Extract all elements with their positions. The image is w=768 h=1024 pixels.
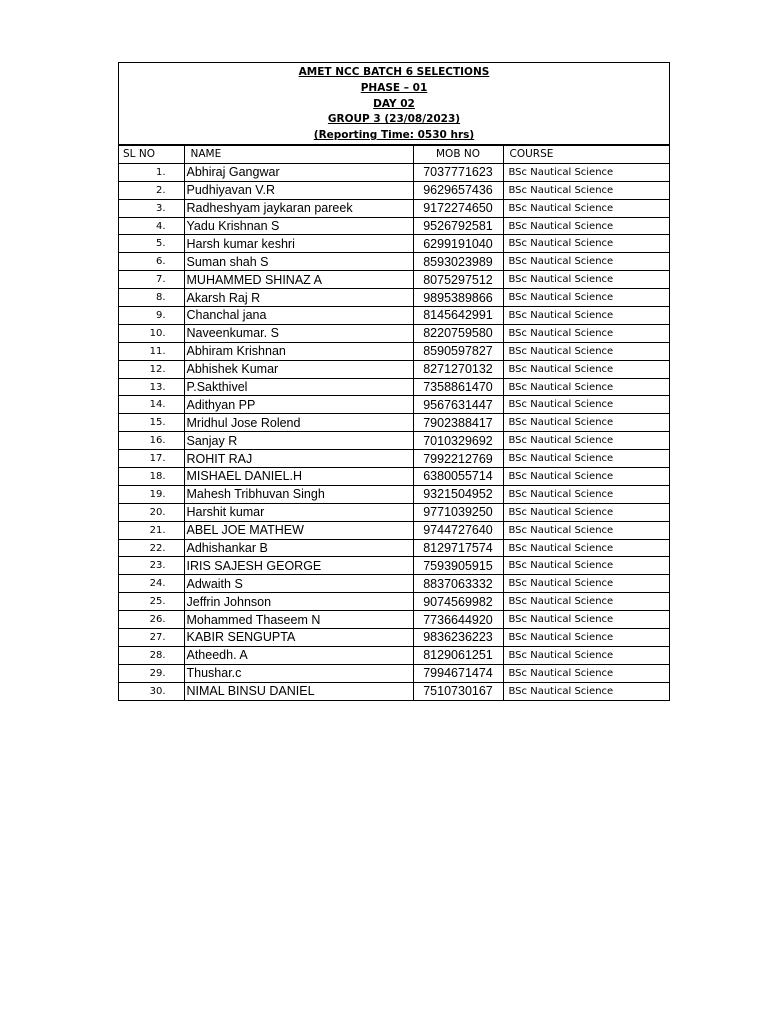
table-row (119, 646, 669, 664)
cell-name: Jeffrin Johnson (184, 593, 413, 611)
cell-course: BSc Nautical Science (503, 199, 669, 217)
cell-sl-no: 20. (119, 503, 184, 521)
title-line-group: GROUP 3 (23/08/2023) (327, 113, 461, 126)
cell-course: BSc Nautical Science (503, 503, 669, 521)
cell-name: Adhishankar B (184, 539, 413, 557)
cell-name: Atheedh. A (184, 646, 413, 664)
cell-course: BSc Nautical Science (503, 432, 669, 450)
cell-mob-no: 7736644920 (413, 611, 503, 629)
cell-name: Pudhiyavan V.R (184, 181, 413, 199)
cell-name: Harsh kumar keshri (184, 235, 413, 253)
cell-sl-no: 22. (119, 539, 184, 557)
cell-course: BSc Nautical Science (503, 485, 669, 503)
cell-name: Suman shah S (184, 253, 413, 271)
cell-mob-no: 7593905915 (413, 557, 503, 575)
cell-course: BSc Nautical Science (503, 342, 669, 360)
cell-name: Harshit kumar (184, 503, 413, 521)
table-body (119, 163, 669, 700)
cell-sl-no: 24. (119, 575, 184, 593)
cell-mob-no: 8590597827 (413, 342, 503, 360)
table-row (119, 575, 669, 593)
cell-name: Akarsh Raj R (184, 289, 413, 307)
cell-name: Mahesh Tribhuvan Singh (184, 485, 413, 503)
table-row (119, 378, 669, 396)
table-header-row (119, 146, 669, 164)
cell-sl-no: 26. (119, 611, 184, 629)
title-line-phase: PHASE – 01 (360, 81, 428, 94)
title-line-reporting-time: (Reporting Time: 0530 hrs) (313, 129, 475, 142)
cell-mob-no: 7992212769 (413, 450, 503, 468)
cell-course: BSc Nautical Science (503, 593, 669, 611)
cell-sl-no: 9. (119, 307, 184, 325)
cell-name: Abhiraj Gangwar (184, 163, 413, 181)
cell-course: BSc Nautical Science (503, 253, 669, 271)
cell-sl-no: 4. (119, 217, 184, 235)
cell-mob-no: 8075297512 (413, 271, 503, 289)
cell-course: BSc Nautical Science (503, 235, 669, 253)
cell-course: BSc Nautical Science (503, 378, 669, 396)
cell-sl-no: 3. (119, 199, 184, 217)
cell-mob-no: 8837063332 (413, 575, 503, 593)
cell-course: BSc Nautical Science (503, 629, 669, 647)
table-row (119, 450, 669, 468)
cell-mob-no: 9836236223 (413, 629, 503, 647)
cell-mob-no: 8593023989 (413, 253, 503, 271)
cell-sl-no: 14. (119, 396, 184, 414)
cell-mob-no: 9526792581 (413, 217, 503, 235)
cell-sl-no: 6. (119, 253, 184, 271)
cell-course: BSc Nautical Science (503, 450, 669, 468)
cell-course: BSc Nautical Science (503, 360, 669, 378)
cell-name: MISHAEL DANIEL.H (184, 468, 413, 486)
cell-mob-no: 9629657436 (413, 181, 503, 199)
cell-mob-no: 7510730167 (413, 682, 503, 700)
column-header-course: COURSE (503, 146, 669, 164)
cell-sl-no: 27. (119, 629, 184, 647)
cell-course: BSc Nautical Science (503, 611, 669, 629)
column-header-name: NAME (184, 146, 413, 164)
cell-course: BSc Nautical Science (503, 646, 669, 664)
cell-sl-no: 25. (119, 593, 184, 611)
table-row (119, 360, 669, 378)
title-line-day: DAY 02 (373, 97, 415, 110)
cell-name: Mridhul Jose Rolend (184, 414, 413, 432)
cell-course: BSc Nautical Science (503, 414, 669, 432)
table-row (119, 307, 669, 325)
cell-mob-no: 8271270132 (413, 360, 503, 378)
cell-name: Radheshyam jaykaran pareek (184, 199, 413, 217)
table-row (119, 181, 669, 199)
table-row (119, 682, 669, 700)
table-row (119, 199, 669, 217)
cell-sl-no: 17. (119, 450, 184, 468)
cell-name: ROHIT RAJ (184, 450, 413, 468)
cell-name: Adwaith S (184, 575, 413, 593)
table-row (119, 289, 669, 307)
table-row (119, 485, 669, 503)
cell-sl-no: 1. (119, 163, 184, 181)
cell-name: Sanjay R (184, 432, 413, 450)
table-row (119, 217, 669, 235)
cell-name: Mohammed Thaseem N (184, 611, 413, 629)
cell-mob-no: 9895389866 (413, 289, 503, 307)
table-row (119, 629, 669, 647)
cell-mob-no: 8129717574 (413, 539, 503, 557)
cell-course: BSc Nautical Science (503, 557, 669, 575)
cell-course: BSc Nautical Science (503, 396, 669, 414)
cell-mob-no: 9074569982 (413, 593, 503, 611)
cell-sl-no: 16. (119, 432, 184, 450)
cell-mob-no: 7994671474 (413, 664, 503, 682)
cell-mob-no: 9172274650 (413, 199, 503, 217)
table-row (119, 414, 669, 432)
table-row (119, 342, 669, 360)
table-row (119, 593, 669, 611)
cell-course: BSc Nautical Science (503, 468, 669, 486)
cell-mob-no: 6380055714 (413, 468, 503, 486)
cell-mob-no: 7902388417 (413, 414, 503, 432)
cell-mob-no: 9771039250 (413, 503, 503, 521)
cell-sl-no: 30. (119, 682, 184, 700)
cell-sl-no: 2. (119, 181, 184, 199)
cell-name: Abhishek Kumar (184, 360, 413, 378)
cell-sl-no: 29. (119, 664, 184, 682)
table-row (119, 324, 669, 342)
cell-name: Chanchal jana (184, 307, 413, 325)
title-block (119, 63, 669, 145)
cell-sl-no: 15. (119, 414, 184, 432)
cell-sl-no: 21. (119, 521, 184, 539)
cell-sl-no: 7. (119, 271, 184, 289)
cell-name: NIMAL BINSU DANIEL (184, 682, 413, 700)
cell-mob-no: 9744727640 (413, 521, 503, 539)
table-row (119, 253, 669, 271)
cell-mob-no: 8129061251 (413, 646, 503, 664)
cell-course: BSc Nautical Science (503, 217, 669, 235)
cell-name: IRIS SAJESH GEORGE (184, 557, 413, 575)
selection-table (119, 145, 669, 700)
cell-course: BSc Nautical Science (503, 664, 669, 682)
cell-sl-no: 13. (119, 378, 184, 396)
cell-name: Adithyan PP (184, 396, 413, 414)
cell-course: BSc Nautical Science (503, 181, 669, 199)
cell-course: BSc Nautical Science (503, 324, 669, 342)
cell-sl-no: 12. (119, 360, 184, 378)
cell-course: BSc Nautical Science (503, 539, 669, 557)
column-header-mob-no: MOB NO (413, 146, 503, 164)
cell-name: Thushar.c (184, 664, 413, 682)
table-row (119, 521, 669, 539)
column-header-sl-no: SL NO (119, 146, 184, 164)
table-row (119, 235, 669, 253)
cell-name: ABEL JOE MATHEW (184, 521, 413, 539)
cell-name: Naveenkumar. S (184, 324, 413, 342)
cell-mob-no: 7358861470 (413, 378, 503, 396)
cell-mob-no: 6299191040 (413, 235, 503, 253)
table-row (119, 557, 669, 575)
cell-sl-no: 11. (119, 342, 184, 360)
cell-name: Yadu Krishnan S (184, 217, 413, 235)
cell-course: BSc Nautical Science (503, 289, 669, 307)
cell-sl-no: 18. (119, 468, 184, 486)
table-row (119, 539, 669, 557)
cell-course: BSc Nautical Science (503, 271, 669, 289)
cell-mob-no: 7010329692 (413, 432, 503, 450)
cell-name: P.Sakthivel (184, 378, 413, 396)
cell-course: BSc Nautical Science (503, 575, 669, 593)
table-row (119, 396, 669, 414)
cell-sl-no: 19. (119, 485, 184, 503)
cell-sl-no: 5. (119, 235, 184, 253)
cell-sl-no: 10. (119, 324, 184, 342)
cell-sl-no: 28. (119, 646, 184, 664)
cell-mob-no: 8220759580 (413, 324, 503, 342)
table-row (119, 468, 669, 486)
cell-course: BSc Nautical Science (503, 163, 669, 181)
table-row (119, 611, 669, 629)
cell-course: BSc Nautical Science (503, 682, 669, 700)
title-line-batch: AMET NCC BATCH 6 SELECTIONS (298, 66, 490, 78)
table-row (119, 163, 669, 181)
table-row (119, 664, 669, 682)
table-row (119, 503, 669, 521)
cell-mob-no: 9321504952 (413, 485, 503, 503)
cell-mob-no: 9567631447 (413, 396, 503, 414)
table-row (119, 271, 669, 289)
cell-name: MUHAMMED SHINAZ A (184, 271, 413, 289)
cell-name: Abhiram Krishnan (184, 342, 413, 360)
cell-mob-no: 7037771623 (413, 163, 503, 181)
cell-sl-no: 8. (119, 289, 184, 307)
cell-mob-no: 8145642991 (413, 307, 503, 325)
selection-list-sheet (118, 62, 670, 701)
cell-sl-no: 23. (119, 557, 184, 575)
cell-name: KABIR SENGUPTA (184, 629, 413, 647)
cell-course: BSc Nautical Science (503, 521, 669, 539)
cell-course: BSc Nautical Science (503, 307, 669, 325)
table-row (119, 432, 669, 450)
